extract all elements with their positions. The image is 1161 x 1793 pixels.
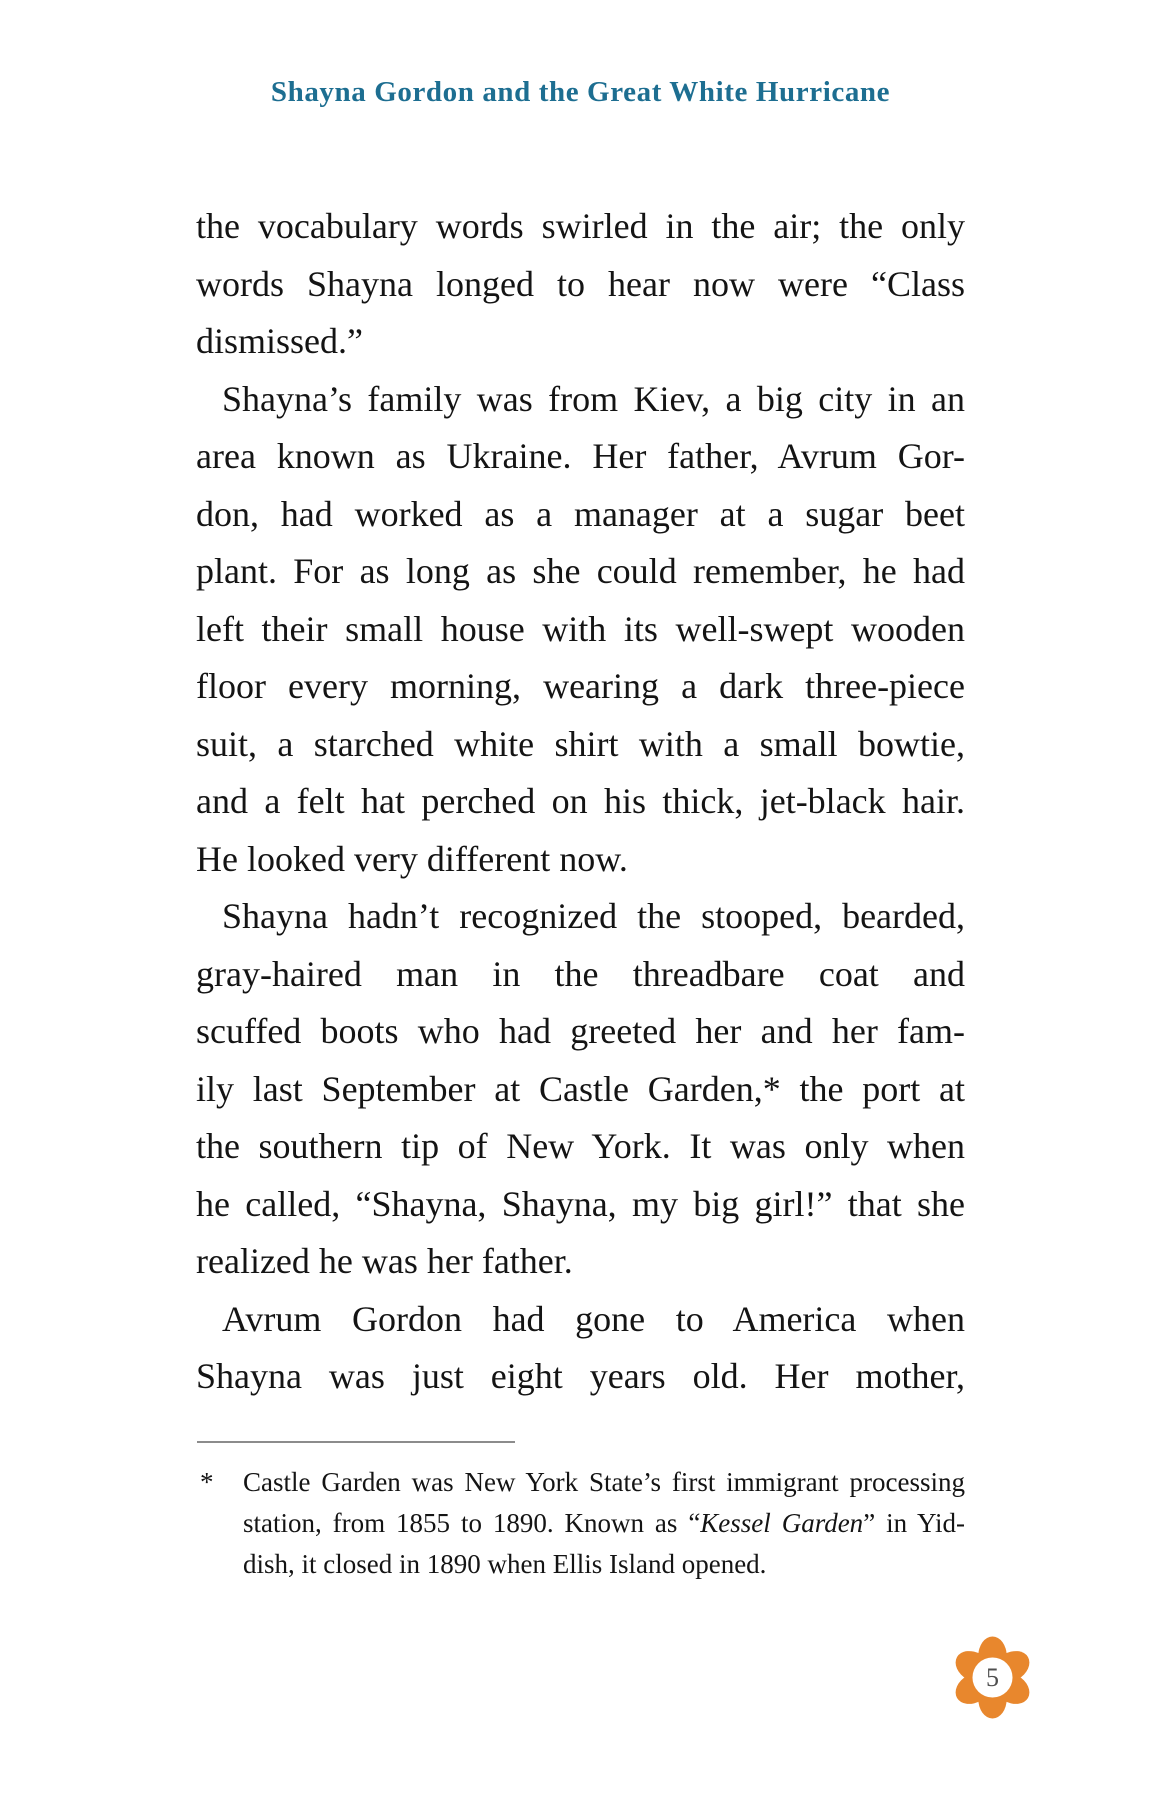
footnote-line bbox=[243, 1462, 965, 1503]
footnote-lines bbox=[243, 1462, 965, 1585]
body-text bbox=[196, 198, 965, 1406]
body-line: area known as Ukraine. Her father, Avrum Gor- bbox=[196, 436, 965, 476]
paragraph bbox=[196, 198, 965, 371]
body-line: Avrum Gordon had gone to America when bbox=[222, 1298, 965, 1339]
body-line: he called, “Shayna, Shayna, my big girl!” that she bbox=[196, 1183, 965, 1224]
footnote-divider bbox=[197, 1441, 515, 1443]
page-number-ornament bbox=[948, 1633, 1037, 1722]
running-header: Shayna Gordon and the Great White Hurricane bbox=[270, 76, 891, 108]
body-line: realized he was her father. bbox=[196, 1241, 573, 1281]
footnote-text-segment: Kessel Garden bbox=[700, 1508, 864, 1538]
footnote-text-segment: dish, it closed in 1890 when Ellis Island opened. bbox=[243, 1549, 767, 1579]
body-line: floor every morning, wearing a dark three-piece bbox=[196, 666, 965, 706]
footnote-line bbox=[243, 1544, 965, 1585]
body-line: and a felt hat perched on his thick, jet-black hair. bbox=[196, 781, 965, 821]
paragraph bbox=[196, 371, 965, 889]
footnote-text-segment: station, from 1855 to 1890. Known as “ bbox=[243, 1508, 701, 1538]
footnote-marker: * bbox=[200, 1467, 214, 1497]
body-line: words Shayna longed to hear now were “Class bbox=[196, 263, 965, 304]
paragraph bbox=[196, 1291, 965, 1406]
body-line: ily last September at Castle Garden,* the port at bbox=[196, 1068, 965, 1109]
body-line: Shayna was just eight years old. Her mother, bbox=[196, 1356, 965, 1396]
body-line: gray-haired man in the threadbare coat and bbox=[196, 953, 965, 994]
paragraph bbox=[196, 888, 965, 1291]
page-number: 5 bbox=[986, 1662, 999, 1692]
body-line: suit, a starched white shirt with a small bowtie, bbox=[196, 723, 965, 764]
footnote-text-segment: Castle Garden was New York State’s first immigrant processing bbox=[243, 1467, 965, 1497]
body-line: scuffed boots who had greeted her and her fam- bbox=[196, 1011, 965, 1051]
footnote bbox=[200, 1462, 965, 1585]
body-line: Shayna’s family was from Kiev, a big city in an bbox=[222, 378, 965, 419]
footnote-text-segment: ” in Yid- bbox=[863, 1508, 965, 1538]
body-line: left their small house with its well-swept wooden bbox=[196, 608, 965, 649]
body-line: the southern tip of New York. It was only when bbox=[196, 1126, 965, 1166]
body-line: He looked very different now. bbox=[196, 838, 628, 879]
body-line: Shayna hadn’t recognized the stooped, bearded, bbox=[222, 896, 965, 936]
body-line: plant. For as long as she could remember, he had bbox=[196, 551, 965, 591]
footnote-line bbox=[243, 1503, 965, 1544]
body-line: the vocabulary words swirled in the air; the only bbox=[196, 206, 965, 246]
body-line: dismissed.” bbox=[196, 321, 363, 361]
body-line: don, had worked as a manager at a sugar beet bbox=[196, 493, 965, 534]
